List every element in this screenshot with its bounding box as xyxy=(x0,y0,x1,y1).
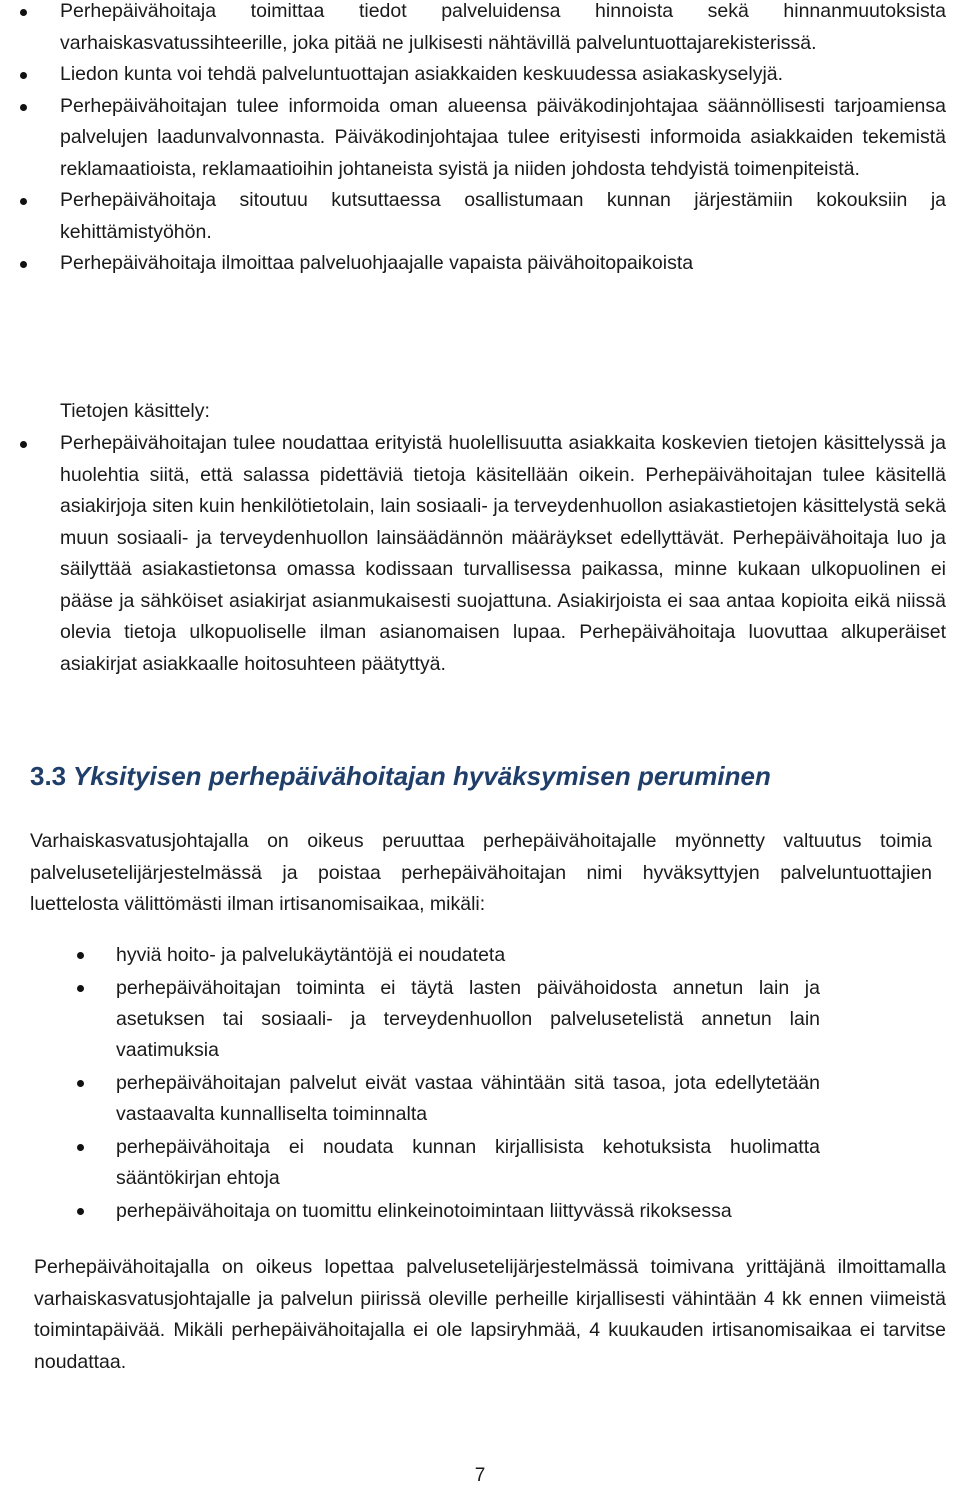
list-item xyxy=(0,1132,960,1194)
bullet-icon xyxy=(20,441,27,448)
bullet-icon xyxy=(77,1208,84,1215)
list-item xyxy=(0,248,960,280)
records-heading: Tietojen käsittely: xyxy=(60,400,210,422)
list-item-text: perhepäivähoitaja on tuomittu elinkeinotoimintaan liittyvässä rikoksessa xyxy=(116,1200,732,1222)
bullet-icon xyxy=(20,261,27,268)
section-number: 3.3 xyxy=(30,761,67,791)
bullet-icon xyxy=(20,198,27,205)
list-item xyxy=(0,0,960,59)
list-item-text: perhepäivähoitaja ei noudata kunnan kirjallisista kehotuksista huolimatta sääntökirjan ehtoja xyxy=(116,1136,820,1189)
page-number: 7 xyxy=(474,1465,486,1486)
list-item-text: hyviä hoito- ja palvelukäytäntöjä ei noudateta xyxy=(116,944,506,966)
list-item xyxy=(0,185,960,248)
bullet-icon xyxy=(20,72,27,79)
list-item-text: Perhepäivähoitaja ilmoittaa palveluohjaajalle vapaista päivähoitopaikoista xyxy=(60,252,694,274)
bullet-icon xyxy=(77,1144,84,1151)
records-list xyxy=(0,428,960,680)
list-item xyxy=(0,59,960,91)
section-heading xyxy=(30,756,771,796)
list-item xyxy=(0,1196,960,1227)
list-item xyxy=(0,428,960,680)
revoke-conditions-list xyxy=(0,940,960,1229)
bullet-icon xyxy=(77,952,84,959)
list-item-text: perhepäivähoitajan palvelut eivät vastaa vähintään sitä tasoa, jota edellytetään vastaavalta kunnalliselta toiminnalta xyxy=(116,1072,820,1125)
revoke-intro-paragraph: Varhaiskasvatusjohtajalla on oikeus peruuttaa perhepäivähoitajalle myönnetty valtuutus toimia palvelusetelijärjestelmässä ja poistaa perhepäivähoitajan nimi hyväksyttyjen palveluntuottajien luettelosta välittömästi ilman irtisanomisaikaa, mikäli: xyxy=(30,830,932,915)
list-item-text: Perhepäivähoitaja toimittaa tiedot palveluidensa hinnoista sekä hinnanmuutoksista varhaiskasvatussihteerille, joka pitää ne julkisesti nähtävillä palveluntuottajarekisterissä. xyxy=(60,0,946,54)
list-item-text: perhepäivähoitajan toiminta ei täytä lasten päivähoidosta annetun lain ja asetuksen tai sosiaali- ja terveydenhuollon palvelusetelistä annetun lain vaatimuksia xyxy=(116,977,820,1061)
list-item-text: Perhepäivähoitajan tulee noudattaa erityistä huolellisuutta asiakkaita koskevien tietojen käsittelyssä ja huolehtia siitä, että salassa pidettäviä tietoja käsitellään oikein. Perhepäivähoitajan tulee käsitellä asiakirjoja siten kuin henkilötietolain, lain sosiaali- ja terveydenhuollon asiakastietojen käsittelystä sekä muun sosiaali- ja terveydenhuollon lainsäädännön määräykset edellyttävät. Perhepäivähoitaja luo ja säilyttää asiakastietonsa omassa kodissaan turvallisessa paikassa, minne kukaan ulkopuolinen ei pääse ja sähköiset asiakirjat asianmukaisesti suojattuna. Asiakirjoista ei saa antaa kopioita eikä niissä olevia tietoja ulkopuoliselle ilman asianomaisen lupaa. Perhepäivähoitaja luovuttaa alkuperäiset asiakirjat asiakkaalle hoitosuhteen päätyttyä. xyxy=(60,432,946,675)
list-item-text: Perhepäivähoitaja sitoutuu kutsuttaessa osallistumaan kunnan järjestämiin kokouksiin ja kehittämistyöhön. xyxy=(60,189,946,243)
section-title: Yksityisen perhepäivähoitajan hyväksymisen peruminen xyxy=(72,761,771,791)
termination-paragraph: Perhepäivähoitajalla on oikeus lopettaa palvelusetelijärjestelmässä toimivana yrittäjänä ilmoittamalla varhaiskasvatusjohtajalle ja palvelun piirissä oleville perheille kirjallisesti vähintään 4 kk ennen viimeistä toimintapäivää. Mikäli perhepäivähoitajalla ei ole lapsiryhmää, 4 kuukauden irtisanomisaikaa ei tarvitse noudattaa. xyxy=(34,1256,946,1373)
bullet-icon xyxy=(77,985,84,992)
list-item xyxy=(0,1068,960,1130)
bullet-icon xyxy=(20,104,27,111)
bullet-icon xyxy=(77,1080,84,1087)
provider-obligations-list xyxy=(0,0,960,280)
list-item-text: Liedon kunta voi tehdä palveluntuottajan asiakkaiden keskuudessa asiakaskyselyjä. xyxy=(60,63,784,85)
list-item xyxy=(0,973,960,1066)
list-item-text: Perhepäivähoitajan tulee informoida oman alueensa päiväkodinjohtajaa säännöllisesti tarjoamiensa palvelujen laadunvalvonnasta. Päiväkodinjohtajaa tulee erityisesti informoida asiakkaiden tekemistä reklamaatioista, reklamaatioihin johtaneista syistä ja niiden johdosta tehdyistä toimenpiteistä. xyxy=(60,94,946,180)
bullet-icon xyxy=(20,9,27,16)
list-item xyxy=(0,91,960,186)
list-item xyxy=(0,940,960,971)
